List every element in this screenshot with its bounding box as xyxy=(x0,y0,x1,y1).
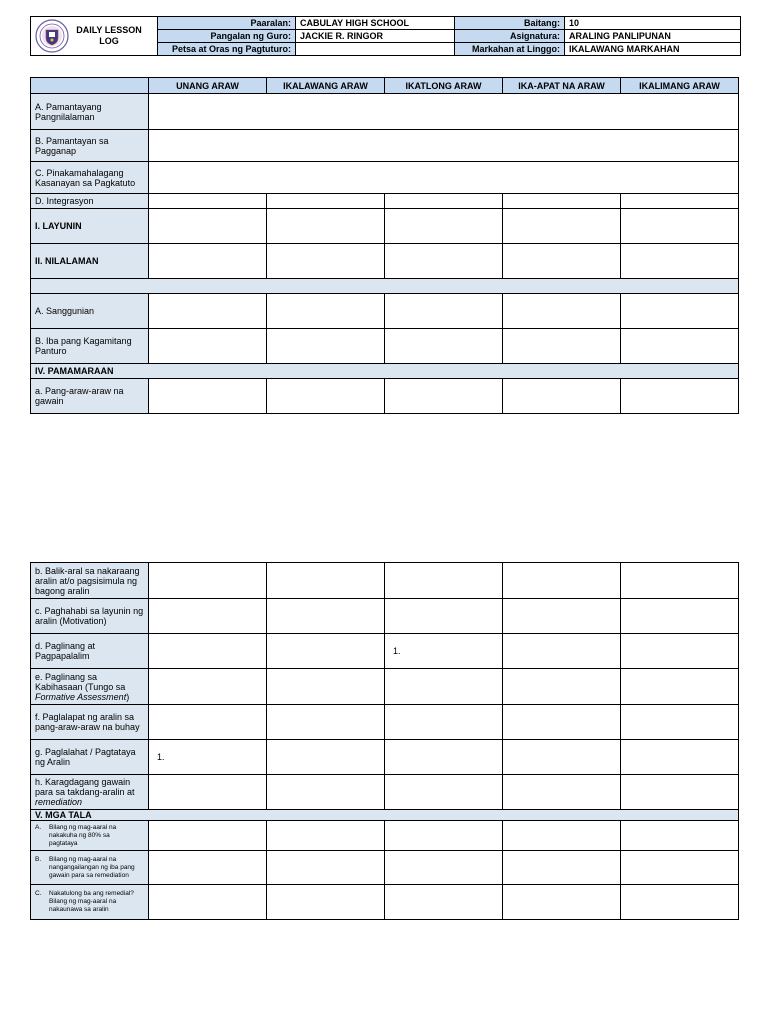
deped-seal-icon xyxy=(35,19,69,53)
cell[interactable] xyxy=(267,563,385,599)
section-band xyxy=(31,279,739,294)
cell[interactable] xyxy=(621,851,739,885)
row-label xyxy=(31,669,149,705)
item-number: A. xyxy=(35,823,42,831)
table-row xyxy=(31,634,739,669)
cell[interactable] xyxy=(267,851,385,885)
cell[interactable] xyxy=(621,194,739,209)
cell[interactable] xyxy=(149,599,267,634)
row-label: B. Pamantayan sa Pagganap xyxy=(31,130,149,162)
school-value: CABULAY HIGH SCHOOL xyxy=(296,17,455,30)
school-label: Paaralan: xyxy=(158,17,296,30)
cell[interactable] xyxy=(149,563,267,599)
cell[interactable] xyxy=(503,885,621,920)
cell[interactable] xyxy=(149,775,267,810)
day-header: IKA-APAT NA ARAW xyxy=(503,78,621,94)
lesson-plan-table-1 xyxy=(30,77,739,414)
cell[interactable] xyxy=(621,885,739,920)
cell[interactable] xyxy=(621,294,739,329)
cell[interactable] xyxy=(149,821,267,851)
row-label xyxy=(31,885,149,920)
cell[interactable] xyxy=(621,775,739,810)
row-label: d. Paglinang at Pagpapalalim xyxy=(31,634,149,669)
cell[interactable] xyxy=(503,563,621,599)
cell[interactable] xyxy=(385,885,503,920)
quarter-week-value: IKALAWANG MARKAHAN xyxy=(565,43,741,56)
merged-cell[interactable] xyxy=(149,162,739,194)
cell[interactable] xyxy=(267,669,385,705)
cell[interactable] xyxy=(503,775,621,810)
item-text: Nakatulong ba ang remedial? Bilang ng mag-aaral na nakaunawa sa aralin xyxy=(49,890,134,913)
cell[interactable] xyxy=(267,379,385,414)
cell[interactable] xyxy=(385,209,503,244)
cell[interactable] xyxy=(149,244,267,279)
cell[interactable] xyxy=(385,851,503,885)
label-emphasis: remediation xyxy=(35,797,83,807)
row-label: a. Pang-araw-araw na gawain xyxy=(31,379,149,414)
row-label: I. LAYUNIN xyxy=(31,209,149,244)
cell[interactable] xyxy=(385,775,503,810)
cell[interactable] xyxy=(621,705,739,740)
cell[interactable] xyxy=(267,329,385,364)
table-row xyxy=(31,94,739,130)
row-label: II. NILALAMAN xyxy=(31,244,149,279)
table-row xyxy=(31,599,739,634)
table-row xyxy=(31,364,739,379)
table-row xyxy=(31,294,739,329)
cell[interactable] xyxy=(149,379,267,414)
row-label: C. Pinakamahalagang Kasanayan sa Pagkatuto xyxy=(31,162,149,194)
cell[interactable] xyxy=(149,851,267,885)
cell[interactable] xyxy=(267,740,385,775)
header-logo-cell xyxy=(31,17,158,56)
cell[interactable] xyxy=(267,775,385,810)
item-text: Bilang ng mag-aaral na nakakuha ng 80% sa pagtataya xyxy=(49,823,117,847)
cell[interactable] xyxy=(385,599,503,634)
cell[interactable] xyxy=(621,329,739,364)
cell[interactable] xyxy=(621,669,739,705)
label-text: ) xyxy=(126,691,130,702)
table-row xyxy=(31,209,739,244)
row-label: D. Integrasyon xyxy=(31,194,149,209)
cell[interactable] xyxy=(267,885,385,920)
cell[interactable] xyxy=(621,599,739,634)
table-row xyxy=(31,329,739,364)
cell[interactable] xyxy=(621,379,739,414)
cell[interactable] xyxy=(385,740,503,775)
cell[interactable] xyxy=(503,209,621,244)
row-label xyxy=(31,851,149,885)
day-header: UNANG ARAW xyxy=(149,78,267,94)
table-row xyxy=(31,885,739,920)
cell[interactable] xyxy=(621,563,739,599)
table-row xyxy=(31,162,739,194)
item-number: C. xyxy=(35,890,42,897)
cell[interactable] xyxy=(503,634,621,669)
cell[interactable] xyxy=(503,329,621,364)
row-label: g. Paglalahat / Pagtataya ng Aralin xyxy=(31,740,149,775)
cell[interactable] xyxy=(503,379,621,414)
row-label xyxy=(31,775,149,810)
header-table xyxy=(30,16,741,56)
table-row xyxy=(31,194,739,209)
cell[interactable] xyxy=(149,669,267,705)
merged-cell[interactable] xyxy=(149,94,739,130)
cell[interactable] xyxy=(267,599,385,634)
cell[interactable] xyxy=(385,379,503,414)
cell[interactable] xyxy=(621,209,739,244)
grade-label: Baitang: xyxy=(455,17,565,30)
day-header-row xyxy=(31,78,739,94)
cell[interactable] xyxy=(149,634,267,669)
date-time-value xyxy=(296,43,455,56)
subject-label: Asignatura: xyxy=(455,30,565,43)
document-title: DAILY LESSON LOG xyxy=(76,25,142,46)
row-label: B. Iba pang Kagamitang Panturo xyxy=(31,329,149,364)
cell[interactable] xyxy=(503,194,621,209)
cell[interactable] xyxy=(267,634,385,669)
cell[interactable] xyxy=(385,329,503,364)
corner-cell xyxy=(31,78,149,94)
day-header: IKALAWANG ARAW xyxy=(267,78,385,94)
cell[interactable] xyxy=(267,821,385,851)
section-band: V. MGA TALA xyxy=(31,810,739,821)
grade-value: 10 xyxy=(565,17,741,30)
table-row xyxy=(31,669,739,705)
row-label: f. Paglalapat ng aralin sa pang-araw-araw na buhay xyxy=(31,705,149,740)
cell[interactable] xyxy=(267,705,385,740)
cell[interactable] xyxy=(149,885,267,920)
table-row xyxy=(31,851,739,885)
cell[interactable] xyxy=(385,294,503,329)
cell[interactable] xyxy=(621,634,739,669)
row-label xyxy=(31,821,149,851)
cell[interactable] xyxy=(385,563,503,599)
label-emphasis: Formative Assessment xyxy=(35,691,127,702)
label-text: e. Paglinang sa Kabihasaan (Tungo sa xyxy=(35,671,126,692)
cell[interactable] xyxy=(267,294,385,329)
day-header: IKALIMANG ARAW xyxy=(621,78,739,94)
table-row xyxy=(31,379,739,414)
cell[interactable]: 1. xyxy=(149,740,267,775)
row-label: A. Sanggunian xyxy=(31,294,149,329)
table-row xyxy=(31,775,739,810)
teacher-label: Pangalan ng Guro: xyxy=(158,30,296,43)
subject-value: ARALING PANLIPUNAN xyxy=(565,30,741,43)
cell[interactable]: 1. xyxy=(385,634,503,669)
table-row xyxy=(31,244,739,279)
cell[interactable] xyxy=(503,851,621,885)
cell[interactable] xyxy=(267,244,385,279)
table-row xyxy=(31,279,739,294)
table-row xyxy=(31,130,739,162)
cell[interactable] xyxy=(149,194,267,209)
merged-cell[interactable] xyxy=(149,130,739,162)
cell[interactable] xyxy=(621,740,739,775)
cell[interactable] xyxy=(385,821,503,851)
row-label: b. Balik-aral sa nakaraang aralin at/o pagsisimula ng bagong aralin xyxy=(31,563,149,599)
lesson-plan-table-2 xyxy=(30,562,739,920)
cell[interactable] xyxy=(149,329,267,364)
row-label: c. Paghahabi sa layunin ng aralin (Motivation) xyxy=(31,599,149,634)
cell[interactable] xyxy=(503,705,621,740)
cell[interactable] xyxy=(267,194,385,209)
table-row xyxy=(31,705,739,740)
cell[interactable] xyxy=(149,294,267,329)
section-band: IV. PAMAMARAAN xyxy=(31,364,739,379)
cell[interactable] xyxy=(385,244,503,279)
label-text: h. Karagdagang gawain para sa takdang-aralin at xyxy=(35,777,135,797)
cell[interactable] xyxy=(385,194,503,209)
table-row xyxy=(31,563,739,599)
item-number: B. xyxy=(35,855,42,863)
cell[interactable] xyxy=(503,821,621,851)
cell[interactable] xyxy=(503,244,621,279)
cell[interactable] xyxy=(267,209,385,244)
day-header: IKATLONG ARAW xyxy=(385,78,503,94)
cell[interactable] xyxy=(503,740,621,775)
cell[interactable] xyxy=(503,294,621,329)
cell[interactable] xyxy=(385,705,503,740)
table-row xyxy=(31,810,739,821)
cell[interactable] xyxy=(503,669,621,705)
date-time-label: Petsa at Oras ng Pagtuturo: xyxy=(158,43,296,56)
cell[interactable] xyxy=(621,244,739,279)
item-text: Bilang ng mag-aaral na nangangailangan ng iba pang gawain para sa remediation xyxy=(49,855,135,879)
table-row xyxy=(31,740,739,775)
cell[interactable] xyxy=(503,599,621,634)
cell[interactable] xyxy=(385,669,503,705)
cell[interactable] xyxy=(621,821,739,851)
teacher-value: JACKIE R. RINGOR xyxy=(296,30,455,43)
table-row xyxy=(31,821,739,851)
cell[interactable] xyxy=(149,209,267,244)
quarter-week-label: Markahan at Linggo: xyxy=(455,43,565,56)
cell[interactable] xyxy=(149,705,267,740)
row-label: A. Pamantayang Pangnilalaman xyxy=(31,94,149,130)
